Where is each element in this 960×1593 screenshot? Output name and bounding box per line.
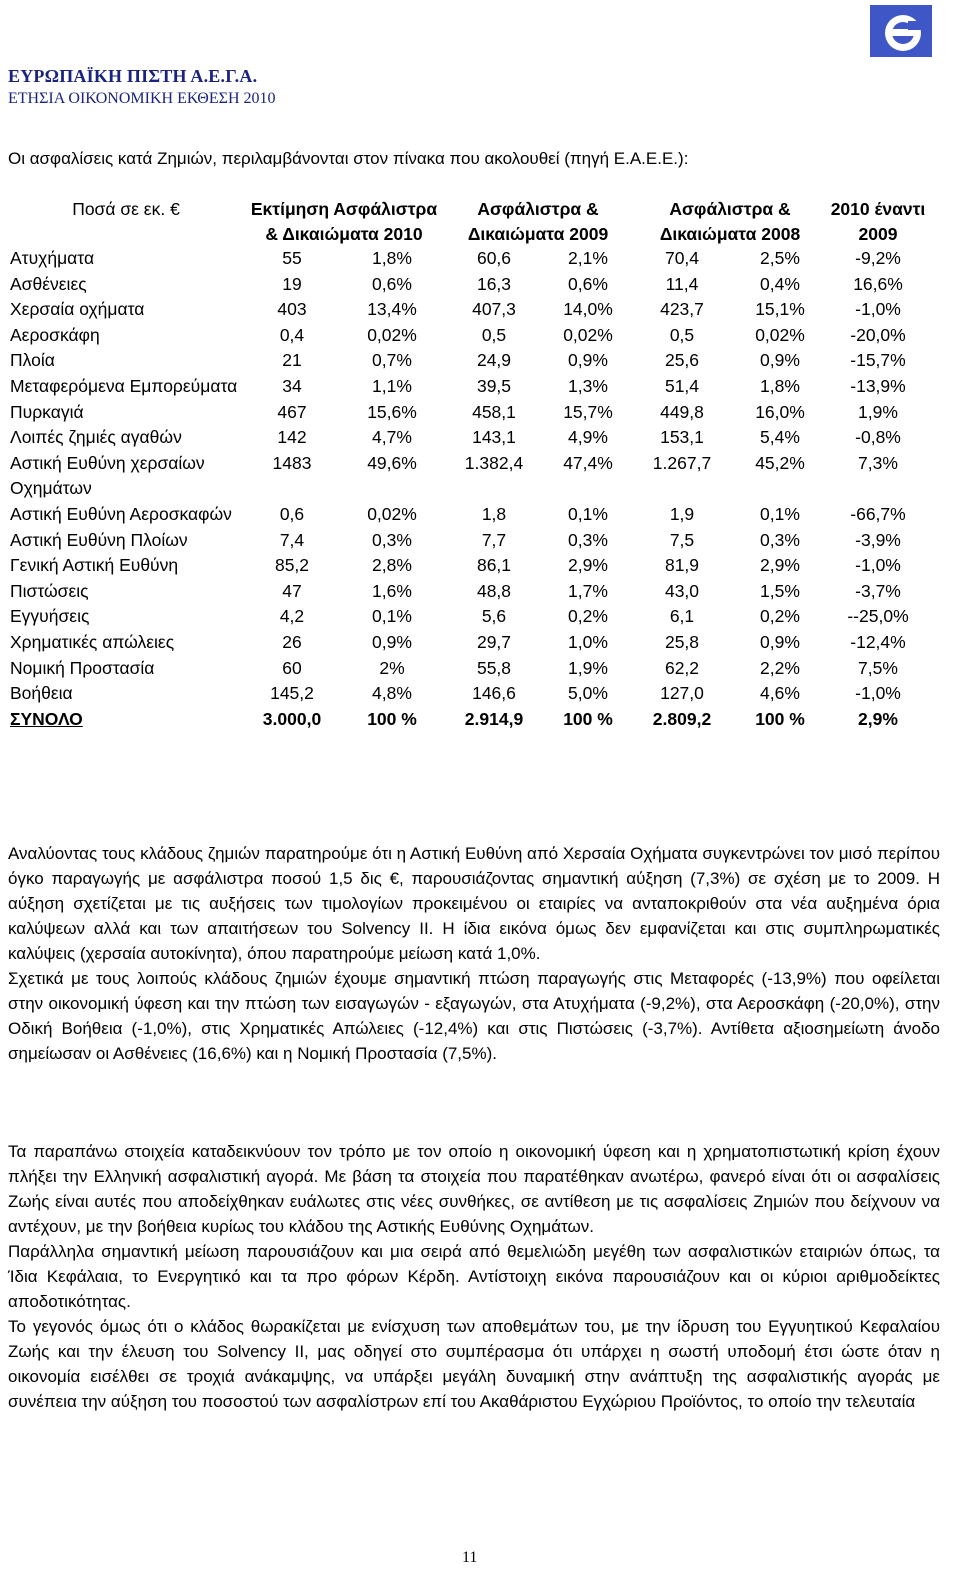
row-value: 0,9%: [760, 631, 800, 652]
analysis-paragraph: Αναλύοντας τους κλάδους ζημιών παρατηρούμε ότι η Αστική Ευθύνη από Χερσαία Οχήματα συγκεντρώνει τον μισό περίπου όγκο παραγωγής με ασφάλιστρα ποσού 1,5 δις €, παρουσιάζοντας σημαντική αύξηση (7,3%) σε σχέση με το 2009. Η αύξηση σχετίζεται με τις αυξήσεις των τιμολογίων προκειμένου οι εταιρίες να ανταποκριθούν στα νέα αυξημένα όρια καλύψεων αλλά και των απαιτήσεων του Solvency II. Η ίδια εικόνα όμως δεν εμφανίζεται και στις συμπληρωματικές καλύψεις (χερσαία αυτοκίνητα), όπου παρατηρούμε μείωση κατά 1,0%.: [8, 844, 940, 963]
row-value: 62,2: [664, 657, 700, 678]
row-value: 0,4%: [760, 273, 800, 294]
row-value: 100 %: [563, 708, 613, 729]
header-estimate-2010: Εκτίμηση Ασφάλιστρα & Δικαιώματα 2010: [250, 199, 438, 244]
row-label: Πυρκαγιά: [10, 401, 84, 422]
row-value: 1,9: [669, 503, 695, 524]
row-value: 1,9%: [858, 401, 898, 422]
row-label: Αεροσκάφη: [10, 324, 100, 345]
row-value: 7,3%: [858, 452, 898, 473]
row-value: 15,6%: [367, 401, 417, 422]
row-value: 13,4%: [367, 299, 417, 320]
row-value: 5,4%: [760, 427, 800, 448]
table-row: [8, 297, 928, 323]
row-value: 1,9%: [568, 657, 608, 678]
row-value: 15,7%: [563, 401, 613, 422]
table-row: [8, 348, 928, 374]
row-value: 7,5%: [858, 657, 898, 678]
row-label: Βοήθεια: [10, 683, 73, 704]
row-label: Πλοία: [10, 350, 55, 371]
table-row: [8, 502, 928, 528]
row-value: 2,9%: [760, 555, 800, 576]
row-value: 4,8%: [372, 683, 412, 704]
row-value: 49,6%: [367, 452, 417, 473]
company-logo-icon: [870, 5, 932, 57]
row-value: 2.809,2: [652, 708, 712, 729]
row-label: ΣΥΝΟΛΟ: [10, 708, 83, 729]
row-value: 153,1: [660, 427, 704, 448]
row-value: 2,9%: [568, 555, 608, 576]
row-value: 458,1: [472, 401, 516, 422]
table-row: [8, 272, 928, 298]
row-value: -1,0%: [855, 555, 901, 576]
row-value: 127,0: [660, 683, 704, 704]
row-label: Λοιπές ζημιές αγαθών: [10, 427, 182, 448]
row-value: 45,2%: [755, 452, 805, 473]
table-total-row: [8, 707, 928, 733]
row-label: Αστική Ευθύνη χερσαίων Οχημάτων: [10, 452, 205, 499]
row-value: 48,8: [476, 580, 512, 601]
row-value: 7,7: [481, 529, 507, 550]
row-value: 15,1%: [755, 299, 805, 320]
table-row: [8, 323, 928, 349]
row-value: 47: [282, 580, 302, 601]
row-value: 403: [277, 299, 307, 320]
header-unit: Ποσά σε εκ. €: [72, 199, 180, 219]
row-value: -9,2%: [855, 248, 901, 268]
row-value: -20,0%: [850, 324, 906, 345]
row-value: 0,02%: [367, 324, 417, 345]
header-change: 2010 έναντι 2009: [830, 199, 926, 244]
conclusion-paragraph: Τα παραπάνω στοιχεία καταδεικνύουν τον τρόπο με τον οποίο η οικονομική ύφεση και η χρηματοπιστωτική κρίση έχουν πλήξει την Ελληνική ασφαλιστική αγορά. Με βάση τα στοιχεία που παρατέθηκαν ανωτέρω, φανερό είναι ότι οι ασφαλίσεις Ζωής είναι αυτές που αποδείχθηκαν ευάλωτες στις νέες συνθήκες, σε αντίθεση με τις ασφαλίσεις Ζημιών που δείχνουν να αντέχουν, με την βοήθεια κυρίως του κλάδου της Αστικής Ευθύνης Οχημάτων.: [8, 1142, 940, 1236]
table-header-row: [8, 197, 928, 246]
row-value: 4,6%: [760, 683, 800, 704]
row-value: 0,9%: [760, 350, 800, 371]
row-value: 0,4: [279, 324, 305, 345]
row-value: 423,7: [660, 299, 704, 320]
row-value: 2.914,9: [464, 708, 524, 729]
analysis-section: [8, 841, 940, 1066]
row-label: Χερσαία οχήματα: [10, 299, 145, 320]
row-value: -1,0%: [855, 683, 901, 704]
row-value: 0,1%: [760, 503, 800, 524]
row-value: 407,3: [472, 299, 516, 320]
row-value: 21: [282, 350, 302, 371]
table-row: [8, 604, 928, 630]
row-value: 100 %: [367, 708, 417, 729]
row-value: 0,9%: [372, 631, 412, 652]
row-value: 0,02%: [367, 503, 417, 524]
row-value: 1,5%: [760, 580, 800, 601]
row-value: 0,3%: [372, 529, 412, 550]
table-row: [8, 374, 928, 400]
row-value: 70,4: [664, 248, 700, 268]
row-value: 25,6: [664, 350, 700, 371]
row-value: 60: [282, 657, 302, 678]
row-value: 142: [277, 427, 307, 448]
row-value: 143,1: [472, 427, 516, 448]
row-value: 4,9%: [568, 427, 608, 448]
row-value: 7,4: [279, 529, 305, 550]
row-value: 16,6%: [853, 273, 903, 294]
row-value: -12,4%: [850, 631, 906, 652]
row-value: 2,8%: [372, 555, 412, 576]
table-row: [8, 246, 928, 272]
row-value: 0,5: [481, 324, 507, 345]
page-number: 11: [462, 1549, 478, 1566]
row-value: 2,2%: [760, 657, 800, 678]
analysis-paragraph: Σχετικά με τους λοιπούς κλάδους ζημιών έχουμε σημαντική πτώση παραγωγής στις Μεταφορές (-13,9%) που οφείλεται στην οικονομική ύφεση και την πτώση των εισαγωγών - εξαγωγών, στα Ατυχήματα (-9,2%), στα Αεροσκάφη (-20,0%), στην Οδική Βοήθεια (-1,0%), στις Χρηματικές Απώλειες (-12,4%) και στις Πιστώσεις (-3,7%). Αντίθετα αξιοσημείωτη άνοδο σημείωσαν οι Ασθένειες (16,6%) και η Νομική Προστασία (7,5%).: [8, 969, 940, 1063]
row-value: 25,8: [664, 631, 700, 652]
conclusion-paragraph: Παράλληλα σημαντική μείωση παρουσιάζουν και μια σειρά από θεμελιώδη μεγέθη των ασφαλιστικών εταιριών όπως, τα Ίδια Κεφάλαια, το Ενεργητικό και τα προ φόρων Κέρδη. Αντίστοιχη εικόνα παρουσιάζουν και οι κύριοι αριθμοδείκτες αποδοτικότητας.: [8, 1242, 940, 1311]
table-row: [8, 451, 928, 502]
row-value: 4,7%: [372, 427, 412, 448]
row-label: Ασθένειες: [10, 273, 87, 294]
row-value: 146,6: [472, 683, 516, 704]
row-label: Εγγυήσεις: [10, 606, 90, 627]
row-label: Χρηματικές απώλειες: [10, 631, 175, 652]
report-title: ΕΤΗΣΙΑ ΟΙΚΟΝΟΜΙΚΗ ΕΚΘΕΣΗ 2010: [8, 90, 276, 107]
row-value: 19: [282, 273, 302, 294]
row-value: 1483: [272, 452, 312, 473]
row-value: 1,6%: [372, 580, 412, 601]
row-value: -66,7%: [850, 503, 906, 524]
row-value: -3,7%: [855, 580, 901, 601]
row-value: 0,02%: [563, 324, 613, 345]
table-row: [8, 656, 928, 682]
intro-text: Οι ασφαλίσεις κατά Ζημιών, περιλαμβάνονται στον πίνακα που ακολουθεί (πηγή Ε.Α.Ε.Ε.):: [8, 149, 689, 168]
row-value: 11,4: [665, 273, 699, 294]
row-value: -13,9%: [850, 375, 906, 396]
row-label: Μεταφερόμενα Εμπορεύματα: [10, 375, 238, 396]
table-row: [8, 400, 928, 426]
row-value: 5,6: [481, 606, 507, 627]
row-value: 2,9%: [858, 708, 898, 729]
row-value: 39,5: [476, 375, 512, 396]
row-value: 145,2: [270, 683, 314, 704]
header-2009: Ασφάλιστρα & Δικαιώματα 2009: [467, 199, 609, 244]
row-value: 26: [282, 631, 302, 652]
row-value: 29,7: [476, 631, 512, 652]
row-value: 0,2%: [760, 606, 800, 627]
table-row: [8, 579, 928, 605]
row-value: 0,3%: [760, 529, 800, 550]
table-row: [8, 681, 928, 707]
row-value: 2,1%: [568, 248, 608, 268]
row-value: 43,0: [664, 580, 700, 601]
row-label: Πιστώσεις: [10, 580, 89, 601]
row-label: Αστική Ευθύνη Πλοίων: [10, 529, 188, 550]
table-row: [8, 553, 928, 579]
row-value: 2,5%: [760, 248, 800, 268]
row-value: 6,1: [669, 606, 695, 627]
row-value: 1,1%: [372, 375, 412, 396]
row-value: 85,2: [274, 555, 310, 576]
row-value: 81,9: [664, 555, 700, 576]
row-value: 0,9%: [568, 350, 608, 371]
row-value: 0,1%: [568, 503, 608, 524]
row-value: 4,2: [279, 606, 305, 627]
row-label: Αστική Ευθύνη Αεροσκαφών: [10, 503, 232, 524]
row-value: 1,0%: [568, 631, 608, 652]
row-value: 1,7%: [568, 580, 608, 601]
row-value: 1,3%: [568, 375, 608, 396]
row-value: 86,1: [476, 555, 512, 576]
row-value: -1,0%: [855, 299, 901, 320]
row-value: 1,8%: [760, 375, 800, 396]
row-value: 0,5: [669, 324, 695, 345]
row-value: 47,4%: [563, 452, 613, 473]
row-value: 1.267,7: [652, 452, 712, 473]
row-value: 0,3%: [568, 529, 608, 550]
row-value: 34: [282, 375, 302, 396]
row-value: 1,8%: [372, 248, 412, 268]
company-name: ΕΥΡΩΠΑΪΚΗ ΠΙΣΤΗ Α.Ε.Γ.Α.: [8, 66, 258, 86]
row-value: 51,4: [664, 375, 700, 396]
table-row: [8, 425, 928, 451]
row-value: 60,6: [476, 248, 512, 268]
row-value: 0,6%: [372, 273, 412, 294]
row-value: 7,5: [669, 529, 695, 550]
row-value: 14,0%: [563, 299, 613, 320]
row-value: -15,7%: [850, 350, 906, 371]
row-value: -3,9%: [855, 529, 901, 550]
row-value: 5,0%: [568, 683, 608, 704]
row-value: 1,8: [481, 503, 507, 524]
row-value: 24,9: [476, 350, 512, 371]
row-value: 449,8: [660, 401, 704, 422]
row-value: 0,02%: [755, 324, 805, 345]
row-value: 0,1%: [372, 606, 412, 627]
row-label: Γενική Αστική Ευθύνη: [10, 555, 179, 576]
row-value: 0,6%: [568, 273, 608, 294]
row-value: 55: [282, 248, 302, 268]
row-value: 100 %: [755, 708, 805, 729]
row-value: 1.382,4: [464, 452, 524, 473]
row-value: --25,0%: [847, 606, 909, 627]
row-value: 16,0%: [755, 401, 805, 422]
row-value: 0,2%: [568, 606, 608, 627]
table-row: [8, 630, 928, 656]
row-value: 3.000,0: [262, 708, 322, 729]
header-2008: Ασφάλιστρα & Δικαιώματα 2008: [659, 199, 801, 244]
conclusion-paragraph: Το γεγονός όμως ότι ο κλάδος θωρακίζεται με ενίσχυση των αποθεμάτων του, με την ίδρυση του Εγγυητικού Κεφαλαίου Ζωής και την έλευση του Solvency II, μας οδηγεί στο συμπέρασμα ότι υπάρχει η σωστή υποδομή έτσι ώστε όταν η οικονομία εισέλθει σε τροχιά ανάκαμψης, να υπάρξει μεγάλη δυναμική στην ανάπτυξη της ασφαλιστικής αγοράς με συνέπεια την αύξηση του ποσοστού των ασφαλίστρων επί του Ακαθάριστου Εγχώριου Προϊόντος, το οποίο την τελευταία: [8, 1317, 940, 1411]
row-value: 0,7%: [372, 350, 412, 371]
row-value: 2%: [379, 657, 405, 678]
premiums-table: [8, 197, 928, 732]
row-value: -0,8%: [855, 427, 901, 448]
row-label: Νομική Προστασία: [10, 657, 155, 678]
row-label: Ατυχήματα: [10, 248, 95, 268]
conclusion-section: [8, 1139, 940, 1414]
row-value: 16,3: [476, 273, 512, 294]
row-value: 467: [277, 401, 307, 422]
row-value: 55,8: [476, 657, 512, 678]
row-value: 0,6: [279, 503, 305, 524]
table-row: [8, 528, 928, 554]
